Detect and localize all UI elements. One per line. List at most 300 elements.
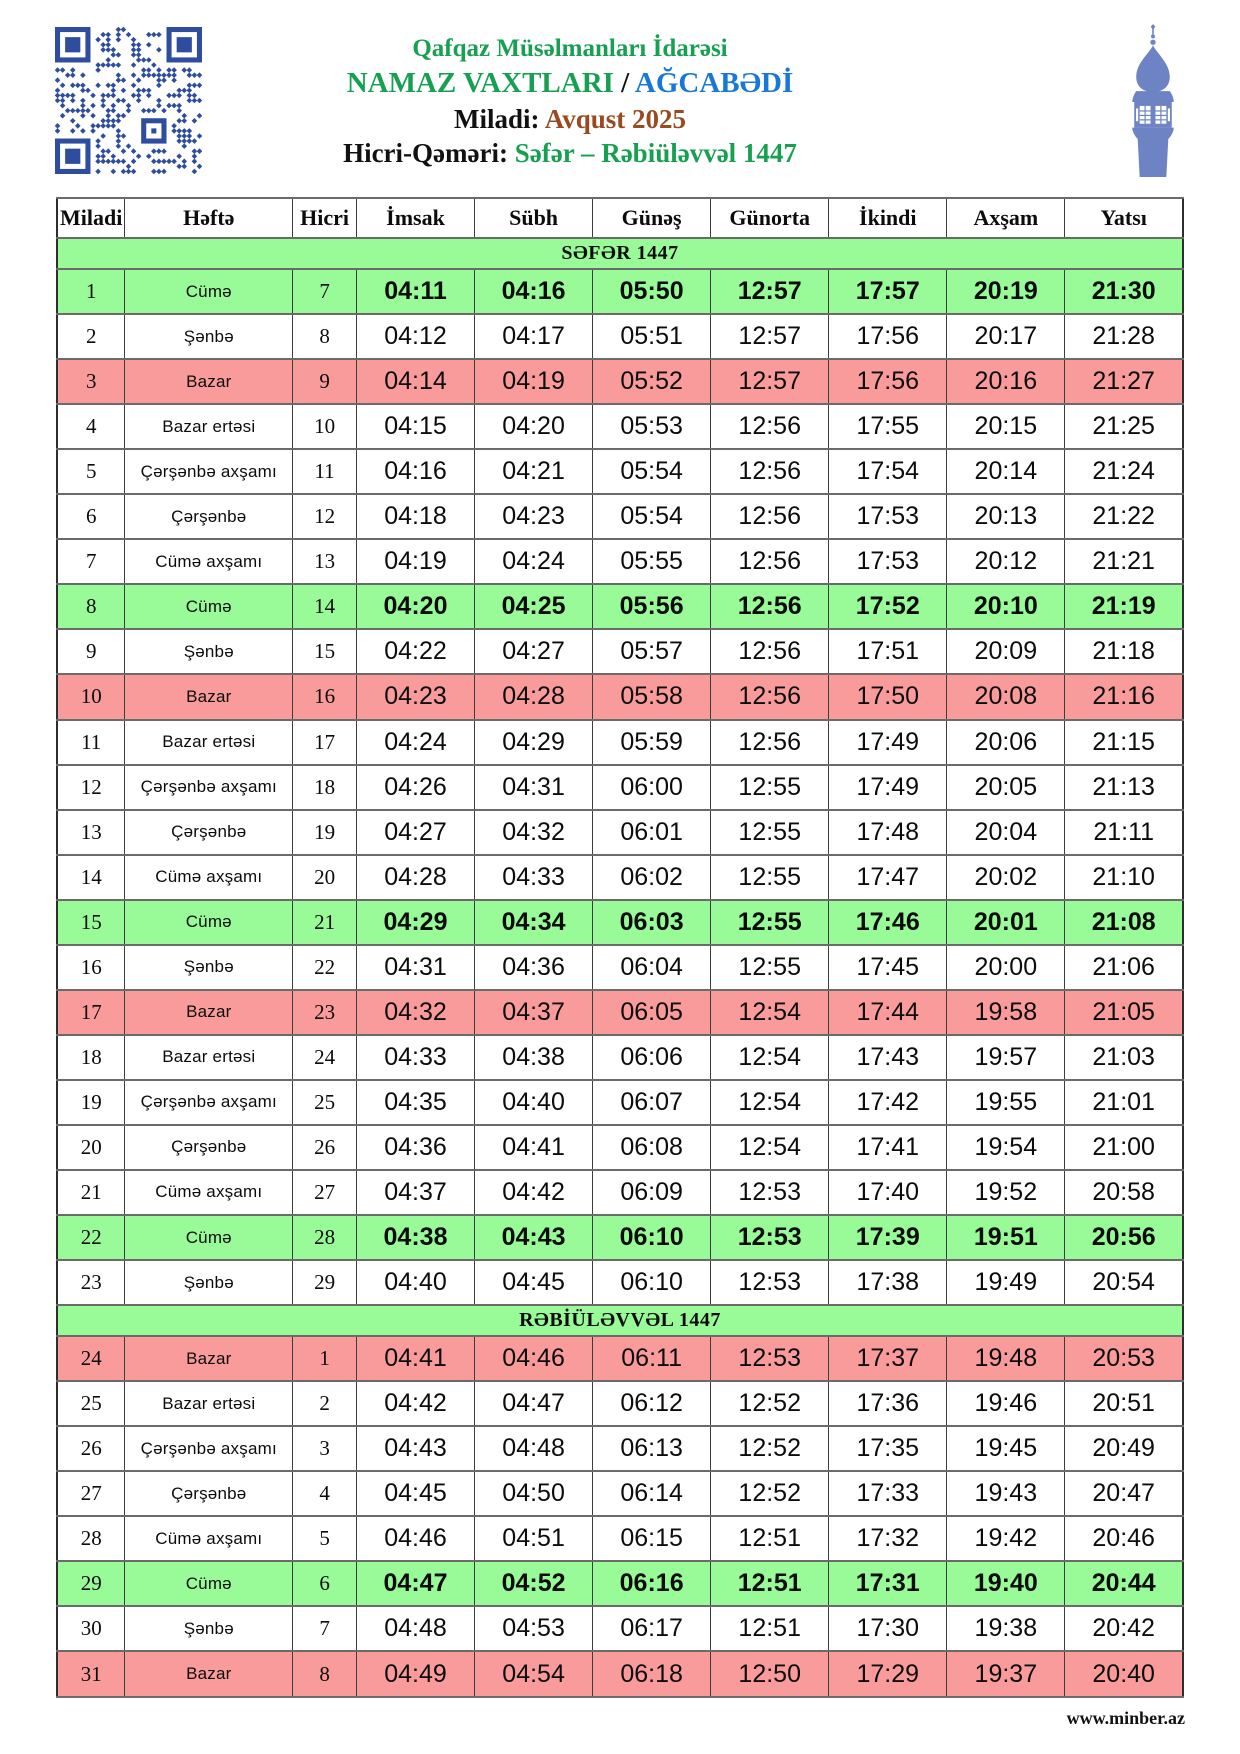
table-row (57, 945, 1183, 990)
gunorta-cell: 12:51 (711, 1516, 829, 1561)
axsam-cell: 19:52 (947, 1170, 1065, 1215)
imsak-cell: 04:22 (356, 629, 474, 674)
imsak-cell: 04:32 (356, 990, 474, 1035)
yatsi-cell: 21:13 (1065, 765, 1183, 810)
yatsi-cell: 20:40 (1065, 1651, 1183, 1697)
miladi-label: Miladi: (453, 104, 540, 134)
gunorta-cell: 12:53 (711, 1336, 829, 1381)
yatsi-cell: 21:28 (1065, 314, 1183, 359)
imsak-cell: 04:11 (356, 269, 474, 314)
column-header-imsak: İmsak (356, 198, 474, 238)
yatsi-cell: 21:05 (1065, 990, 1183, 1035)
hicri-cell: 16 (293, 674, 357, 719)
yatsi-cell: 20:53 (1065, 1336, 1183, 1381)
gunorta-cell: 12:55 (711, 765, 829, 810)
weekday-cell: Cümə axşamı (125, 1516, 293, 1561)
imsak-cell: 04:49 (356, 1651, 474, 1697)
yatsi-cell: 20:44 (1065, 1561, 1183, 1606)
yatsi-cell: 21:10 (1065, 855, 1183, 900)
qr-alignment-pattern (141, 118, 166, 143)
subh-cell: 04:25 (475, 584, 593, 629)
qr-finder-top-left (55, 27, 90, 62)
miladi-cell: 4 (57, 404, 125, 449)
weekday-cell: Bazar ertəsi (125, 404, 293, 449)
hicri-line (195, 136, 945, 170)
weekday-cell: Çərşənbə (125, 494, 293, 539)
table-row (57, 1471, 1183, 1516)
subh-cell: 04:37 (475, 990, 593, 1035)
yatsi-cell: 21:19 (1065, 584, 1183, 629)
gunes-cell: 06:18 (593, 1651, 711, 1697)
gunorta-cell: 12:57 (711, 269, 829, 314)
gunorta-cell: 12:57 (711, 359, 829, 404)
yatsi-cell: 20:47 (1065, 1471, 1183, 1516)
hicri-cell: 9 (293, 359, 357, 404)
subh-cell: 04:45 (475, 1260, 593, 1305)
imsak-cell: 04:28 (356, 855, 474, 900)
ikindi-cell: 17:29 (829, 1651, 947, 1697)
weekday-cell: Bazar ertəsi (125, 720, 293, 765)
month-section-header (57, 1305, 1183, 1336)
month-section-title: SƏFƏR 1447 (57, 238, 1183, 269)
column-header-hefte: Həftə (125, 198, 293, 238)
hicri-cell: 7 (293, 269, 357, 314)
ikindi-cell: 17:55 (829, 404, 947, 449)
ikindi-cell: 17:54 (829, 449, 947, 494)
gunorta-cell: 12:56 (711, 629, 829, 674)
table-row (57, 494, 1183, 539)
weekday-cell: Cümə (125, 269, 293, 314)
axsam-cell: 20:17 (947, 314, 1065, 359)
axsam-cell: 20:13 (947, 494, 1065, 539)
table-row (57, 720, 1183, 765)
miladi-cell: 25 (57, 1381, 125, 1426)
imsak-cell: 04:43 (356, 1426, 474, 1471)
yatsi-cell: 20:56 (1065, 1215, 1183, 1260)
axsam-cell: 19:38 (947, 1606, 1065, 1651)
weekday-cell: Cümə (125, 1215, 293, 1260)
gunes-cell: 05:59 (593, 720, 711, 765)
imsak-cell: 04:46 (356, 1516, 474, 1561)
qr-finder-bottom-left (55, 139, 90, 174)
column-header-gunorta: Günorta (711, 198, 829, 238)
miladi-cell: 26 (57, 1426, 125, 1471)
gunes-cell: 05:54 (593, 449, 711, 494)
miladi-cell: 6 (57, 494, 125, 539)
axsam-cell: 19:54 (947, 1125, 1065, 1170)
weekday-cell: Cümə axşamı (125, 855, 293, 900)
table-row (57, 810, 1183, 855)
yatsi-cell: 21:25 (1065, 404, 1183, 449)
gunes-cell: 06:12 (593, 1381, 711, 1426)
page-title (195, 65, 945, 102)
weekday-cell: Şənbə (125, 629, 293, 674)
hicri-cell: 26 (293, 1125, 357, 1170)
subh-cell: 04:43 (475, 1215, 593, 1260)
gunes-cell: 05:50 (593, 269, 711, 314)
axsam-cell: 20:00 (947, 945, 1065, 990)
gunes-cell: 05:58 (593, 674, 711, 719)
table-row (57, 1651, 1183, 1697)
gunes-cell: 05:52 (593, 359, 711, 404)
city-name: AĞCABƏDİ (634, 67, 794, 99)
gunorta-cell: 12:56 (711, 449, 829, 494)
weekday-cell: Şənbə (125, 1606, 293, 1651)
weekday-cell: Çərşənbə axşamı (125, 1080, 293, 1125)
gunorta-cell: 12:52 (711, 1426, 829, 1471)
axsam-cell: 20:10 (947, 584, 1065, 629)
ikindi-cell: 17:35 (829, 1426, 947, 1471)
ikindi-cell: 17:49 (829, 720, 947, 765)
gunes-cell: 06:02 (593, 855, 711, 900)
miladi-cell: 7 (57, 539, 125, 584)
hicri-cell: 8 (293, 314, 357, 359)
subh-cell: 04:34 (475, 900, 593, 945)
axsam-cell: 19:37 (947, 1651, 1065, 1697)
miladi-cell: 10 (57, 674, 125, 719)
subh-cell: 04:28 (475, 674, 593, 719)
gunorta-cell: 12:56 (711, 720, 829, 765)
gunes-cell: 06:14 (593, 1471, 711, 1516)
gunes-cell: 06:07 (593, 1080, 711, 1125)
weekday-cell: Cümə axşamı (125, 1170, 293, 1215)
hicri-cell: 29 (293, 1260, 357, 1305)
weekday-cell: Şənbə (125, 314, 293, 359)
gunorta-cell: 12:54 (711, 1080, 829, 1125)
ikindi-cell: 17:52 (829, 584, 947, 629)
gunorta-cell: 12:51 (711, 1606, 829, 1651)
imsak-cell: 04:31 (356, 945, 474, 990)
table-row (57, 1336, 1183, 1381)
ikindi-cell: 17:30 (829, 1606, 947, 1651)
gunorta-cell: 12:54 (711, 990, 829, 1035)
ikindi-cell: 17:44 (829, 990, 947, 1035)
axsam-cell: 19:58 (947, 990, 1065, 1035)
yatsi-cell: 21:01 (1065, 1080, 1183, 1125)
hicri-cell: 25 (293, 1080, 357, 1125)
subh-cell: 04:47 (475, 1381, 593, 1426)
yatsi-cell: 20:46 (1065, 1516, 1183, 1561)
miladi-cell: 14 (57, 855, 125, 900)
hicri-cell: 27 (293, 1170, 357, 1215)
gunorta-cell: 12:55 (711, 810, 829, 855)
table-row (57, 404, 1183, 449)
imsak-cell: 04:40 (356, 1260, 474, 1305)
gunes-cell: 06:10 (593, 1215, 711, 1260)
miladi-cell: 31 (57, 1651, 125, 1697)
ikindi-cell: 17:41 (829, 1125, 947, 1170)
hicri-cell: 3 (293, 1426, 357, 1471)
imsak-cell: 04:27 (356, 810, 474, 855)
yatsi-cell: 21:27 (1065, 359, 1183, 404)
miladi-cell: 8 (57, 584, 125, 629)
gunorta-cell: 12:53 (711, 1215, 829, 1260)
weekday-cell: Cümə (125, 900, 293, 945)
title-separator: / (613, 67, 635, 99)
gunes-cell: 05:56 (593, 584, 711, 629)
column-header-gunes: Günəş (593, 198, 711, 238)
prayer-times-table (56, 197, 1184, 1698)
table-row (57, 674, 1183, 719)
table-row (57, 269, 1183, 314)
miladi-value: Avqust 2025 (544, 104, 687, 134)
ikindi-cell: 17:39 (829, 1215, 947, 1260)
gunorta-cell: 12:55 (711, 945, 829, 990)
table-row (57, 990, 1183, 1035)
imsak-cell: 04:48 (356, 1606, 474, 1651)
ikindi-cell: 17:56 (829, 314, 947, 359)
imsak-cell: 04:26 (356, 765, 474, 810)
gunes-cell: 06:17 (593, 1606, 711, 1651)
axsam-cell: 19:45 (947, 1426, 1065, 1471)
header (195, 32, 945, 170)
imsak-cell: 04:19 (356, 539, 474, 584)
axsam-cell: 19:55 (947, 1080, 1065, 1125)
miladi-cell: 5 (57, 449, 125, 494)
hicri-value: Səfər – Rəbiüləvvəl 1447 (514, 138, 797, 168)
gunes-cell: 05:55 (593, 539, 711, 584)
ikindi-cell: 17:50 (829, 674, 947, 719)
axsam-cell: 20:04 (947, 810, 1065, 855)
axsam-cell: 19:40 (947, 1561, 1065, 1606)
miladi-cell: 21 (57, 1170, 125, 1215)
yatsi-cell: 21:00 (1065, 1125, 1183, 1170)
hicri-cell: 21 (293, 900, 357, 945)
yatsi-cell: 21:24 (1065, 449, 1183, 494)
axsam-cell: 20:09 (947, 629, 1065, 674)
yatsi-cell: 21:06 (1065, 945, 1183, 990)
gunorta-cell: 12:54 (711, 1125, 829, 1170)
yatsi-cell: 21:08 (1065, 900, 1183, 945)
hicri-cell: 2 (293, 1381, 357, 1426)
subh-cell: 04:33 (475, 855, 593, 900)
table-row (57, 1035, 1183, 1080)
hicri-cell: 12 (293, 494, 357, 539)
axsam-cell: 19:43 (947, 1471, 1065, 1516)
ikindi-cell: 17:51 (829, 629, 947, 674)
gunes-cell: 06:13 (593, 1426, 711, 1471)
ikindi-cell: 17:31 (829, 1561, 947, 1606)
miladi-cell: 18 (57, 1035, 125, 1080)
gunes-cell: 06:01 (593, 810, 711, 855)
yatsi-cell: 20:49 (1065, 1426, 1183, 1471)
weekday-cell: Bazar ertəsi (125, 1381, 293, 1426)
table-row (57, 1260, 1183, 1305)
hicri-cell: 15 (293, 629, 357, 674)
hicri-cell: 4 (293, 1471, 357, 1516)
imsak-cell: 04:12 (356, 314, 474, 359)
subh-cell: 04:38 (475, 1035, 593, 1080)
miladi-cell: 11 (57, 720, 125, 765)
gunes-cell: 06:05 (593, 990, 711, 1035)
yatsi-cell: 21:18 (1065, 629, 1183, 674)
yatsi-cell: 20:58 (1065, 1170, 1183, 1215)
column-header-ikindi: İkindi (829, 198, 947, 238)
gunes-cell: 06:04 (593, 945, 711, 990)
imsak-cell: 04:37 (356, 1170, 474, 1215)
axsam-cell: 20:14 (947, 449, 1065, 494)
yatsi-cell: 21:21 (1065, 539, 1183, 584)
axsam-cell: 19:46 (947, 1381, 1065, 1426)
miladi-cell: 1 (57, 269, 125, 314)
hicri-cell: 7 (293, 1606, 357, 1651)
table-row (57, 1561, 1183, 1606)
table-row (57, 855, 1183, 900)
subh-cell: 04:27 (475, 629, 593, 674)
weekday-cell: Çərşənbə axşamı (125, 449, 293, 494)
miladi-cell: 29 (57, 1561, 125, 1606)
gunorta-cell: 12:56 (711, 674, 829, 719)
axsam-cell: 20:05 (947, 765, 1065, 810)
weekday-cell: Bazar (125, 1651, 293, 1697)
miladi-cell: 27 (57, 1471, 125, 1516)
website-text: www.minber.az (1066, 1708, 1185, 1728)
hicri-cell: 19 (293, 810, 357, 855)
weekday-cell: Şənbə (125, 1260, 293, 1305)
miladi-cell: 28 (57, 1516, 125, 1561)
gunorta-cell: 12:56 (711, 404, 829, 449)
hicri-cell: 10 (293, 404, 357, 449)
column-header-miladi: Miladi (57, 198, 125, 238)
miladi-cell: 13 (57, 810, 125, 855)
miladi-cell: 12 (57, 765, 125, 810)
ikindi-cell: 17:56 (829, 359, 947, 404)
table-row (57, 1215, 1183, 1260)
gunorta-cell: 12:57 (711, 314, 829, 359)
weekday-cell: Çərşənbə (125, 810, 293, 855)
axsam-cell: 19:42 (947, 1516, 1065, 1561)
yatsi-cell: 20:51 (1065, 1381, 1183, 1426)
subh-cell: 04:40 (475, 1080, 593, 1125)
gunes-cell: 06:10 (593, 1260, 711, 1305)
miladi-cell: 17 (57, 990, 125, 1035)
weekday-cell: Çərşənbə (125, 1125, 293, 1170)
ikindi-cell: 17:32 (829, 1516, 947, 1561)
hicri-cell: 13 (293, 539, 357, 584)
subh-cell: 04:17 (475, 314, 593, 359)
subh-cell: 04:42 (475, 1170, 593, 1215)
imsak-cell: 04:47 (356, 1561, 474, 1606)
yatsi-cell: 20:42 (1065, 1606, 1183, 1651)
hicri-cell: 22 (293, 945, 357, 990)
ikindi-cell: 17:48 (829, 810, 947, 855)
miladi-cell: 20 (57, 1125, 125, 1170)
imsak-cell: 04:15 (356, 404, 474, 449)
subh-cell: 04:20 (475, 404, 593, 449)
ikindi-cell: 17:42 (829, 1080, 947, 1125)
weekday-cell: Çərşənbə axşamı (125, 765, 293, 810)
miladi-cell: 30 (57, 1606, 125, 1651)
prayer-table-body (57, 238, 1183, 1697)
table-row (57, 1125, 1183, 1170)
imsak-cell: 04:33 (356, 1035, 474, 1080)
subh-cell: 04:51 (475, 1516, 593, 1561)
column-header-hicri: Hicri (293, 198, 357, 238)
table-row (57, 1516, 1183, 1561)
hicri-cell: 24 (293, 1035, 357, 1080)
weekday-cell: Bazar (125, 990, 293, 1035)
table-row (57, 359, 1183, 404)
gunes-cell: 06:03 (593, 900, 711, 945)
imsak-cell: 04:14 (356, 359, 474, 404)
subh-cell: 04:50 (475, 1471, 593, 1516)
weekday-cell: Cümə (125, 1561, 293, 1606)
subh-cell: 04:36 (475, 945, 593, 990)
ikindi-cell: 17:43 (829, 1035, 947, 1080)
ikindi-cell: 17:46 (829, 900, 947, 945)
hicri-label: Hicri-Qəməri: (343, 138, 508, 168)
table-header-row (57, 198, 1183, 238)
weekday-cell: Bazar ertəsi (125, 1035, 293, 1080)
subh-cell: 04:19 (475, 359, 593, 404)
subh-cell: 04:21 (475, 449, 593, 494)
axsam-cell: 20:01 (947, 900, 1065, 945)
weekday-cell: Bazar (125, 359, 293, 404)
subh-cell: 04:31 (475, 765, 593, 810)
axsam-cell: 20:19 (947, 269, 1065, 314)
gunorta-cell: 12:56 (711, 539, 829, 584)
gunes-cell: 06:09 (593, 1170, 711, 1215)
imsak-cell: 04:35 (356, 1080, 474, 1125)
subh-cell: 04:41 (475, 1125, 593, 1170)
hicri-cell: 17 (293, 720, 357, 765)
axsam-cell: 20:06 (947, 720, 1065, 765)
column-header-yatsi: Yatsı (1065, 198, 1183, 238)
ikindi-cell: 17:57 (829, 269, 947, 314)
gunes-cell: 06:06 (593, 1035, 711, 1080)
gunorta-cell: 12:56 (711, 494, 829, 539)
table-row (57, 1606, 1183, 1651)
subh-cell: 04:46 (475, 1336, 593, 1381)
column-header-axsam: Axşam (947, 198, 1065, 238)
gunes-cell: 06:15 (593, 1516, 711, 1561)
axsam-cell: 20:02 (947, 855, 1065, 900)
axsam-cell: 19:57 (947, 1035, 1065, 1080)
yatsi-cell: 21:16 (1065, 674, 1183, 719)
imsak-cell: 04:16 (356, 449, 474, 494)
weekday-cell: Cümə axşamı (125, 539, 293, 584)
qr-code-icon (55, 27, 202, 174)
gunorta-cell: 12:52 (711, 1471, 829, 1516)
gunorta-cell: 12:52 (711, 1381, 829, 1426)
organization-title: Qafqaz Müsəlmanları İdarəsi (412, 35, 728, 62)
yatsi-cell: 20:54 (1065, 1260, 1183, 1305)
table-row (57, 449, 1183, 494)
gunes-cell: 06:08 (593, 1125, 711, 1170)
weekday-cell: Çərşənbə axşamı (125, 1426, 293, 1471)
hicri-cell: 28 (293, 1215, 357, 1260)
hicri-cell: 20 (293, 855, 357, 900)
page-title-main: NAMAZ VAXTLARI (346, 67, 614, 99)
miladi-cell: 23 (57, 1260, 125, 1305)
ikindi-cell: 17:53 (829, 539, 947, 584)
weekday-cell: Bazar (125, 1336, 293, 1381)
miladi-line (195, 102, 945, 136)
axsam-cell: 20:15 (947, 404, 1065, 449)
gunes-cell: 05:53 (593, 404, 711, 449)
gunorta-cell: 12:53 (711, 1260, 829, 1305)
ikindi-cell: 17:40 (829, 1170, 947, 1215)
miladi-cell: 9 (57, 629, 125, 674)
gunes-cell: 05:54 (593, 494, 711, 539)
table-row (57, 584, 1183, 629)
gunes-cell: 06:11 (593, 1336, 711, 1381)
subh-cell: 04:54 (475, 1651, 593, 1697)
gunorta-cell: 12:53 (711, 1170, 829, 1215)
ikindi-cell: 17:47 (829, 855, 947, 900)
axsam-cell: 19:49 (947, 1260, 1065, 1305)
hicri-cell: 8 (293, 1651, 357, 1697)
